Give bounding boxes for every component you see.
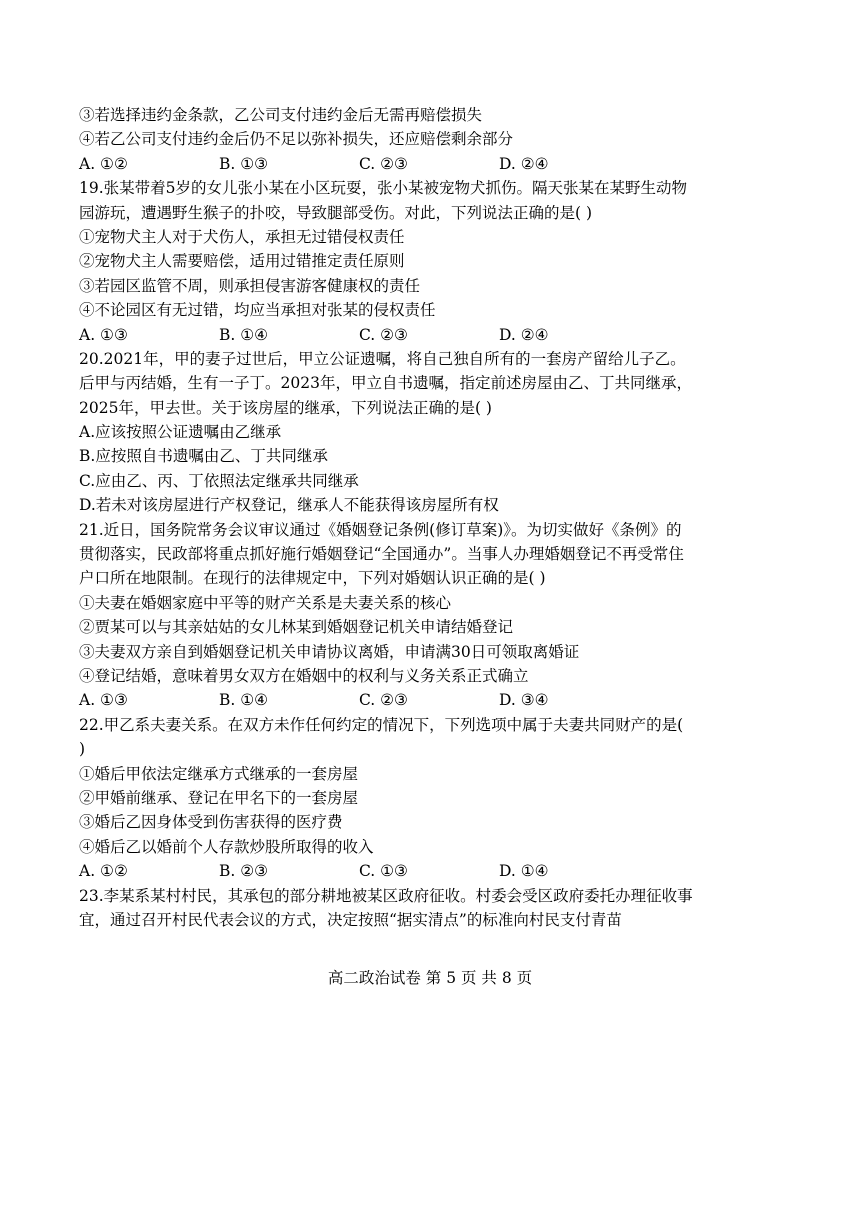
q19-option-b: B. ①④ (219, 325, 269, 344)
q18-option-c: C. ②③ (359, 154, 408, 173)
q21-option-c: C. ②③ (359, 691, 408, 710)
q20-stem-line-2: 后甲与丙结婚，生有一子丁。2023年，甲立自书遗嘱，指定前述房屋由乙、丁共同继承， (79, 374, 692, 393)
q20-stem-line-1: 20.2021年，甲的妻子过世后，甲立公证遗嘱，将自己独自所有的一套房产留给儿子乙。 (79, 349, 686, 368)
q22-option-d: D. ①④ (499, 862, 549, 881)
q19-item-1: ①宠物犬主人对于犬伤人，承担无过错侵权责任 (79, 227, 405, 246)
q19-item-3: ③若园区监管不周，则承担侵害游客健康权的责任 (79, 276, 421, 295)
q20-option-b: B.应按照自书遗嘱由乙、丁共同继承 (79, 447, 328, 466)
q21-option-d: D. ③④ (499, 691, 549, 710)
q21-item-3: ③夫妻双方亲自到婚姻登记机关申请协议离婚，申请满30日可领取离婚证 (79, 642, 580, 661)
q20-option-c: C.应由乙、丙、丁依照法定继承共同继承 (79, 471, 359, 490)
q18-option-b: B. ①③ (219, 154, 269, 173)
q21-stem-line-3: 户口所在地限制。在现行的法律规定中，下列对婚姻认识正确的是( ) (79, 569, 546, 588)
q21-option-a: A. ①③ (79, 691, 128, 710)
q22-options (79, 859, 789, 883)
q20-stem-line-3: 2025年，甲去世。关于该房屋的继承，下列说法正确的是( ) (79, 398, 492, 417)
q18-item-4: ④若乙公司支付违约金后仍不足以弥补损失，还应赔偿剩余部分 (79, 130, 514, 149)
q20-option-d: D.若未对该房屋进行产权登记，继承人不能获得该房屋所有权 (79, 496, 499, 515)
q19-item-2: ②宠物犬主人需要赔偿，适用过错推定责任原则 (79, 252, 405, 271)
q20-option-a: A.应该按照公证遗嘱由乙继承 (79, 423, 282, 442)
page-content (79, 103, 789, 932)
q21-item-1: ①夫妻在婚姻家庭中平等的财产关系是夫妻关系的核心 (79, 593, 452, 612)
q22-option-a: A. ①② (79, 862, 128, 881)
q19-item-4: ④不论园区有无过错，均应当承担对张某的侵权责任 (79, 301, 436, 320)
q19-option-a: A. ①③ (79, 325, 128, 344)
q19-option-d: D. ②④ (499, 325, 549, 344)
q19-stem-line-2: 园游玩，遭遇野生猴子的扑咬，导致腿部受伤。对此，下列说法正确的是( ) (79, 203, 593, 222)
q22-stem-line-1: 22.甲乙系夫妻关系。在双方未作任何约定的情况下，下列选项中属于夫妻共同财产的是( (79, 715, 684, 734)
q21-options (79, 688, 789, 712)
q23-stem-line-1: 23.李某系某村村民，其承包的部分耕地被某区政府征收。村委会受区政府委托办理征收事 (79, 886, 693, 905)
q21-option-b: B. ①④ (219, 691, 269, 710)
q22-item-1: ①婚后甲依法定继承方式继承的一套房屋 (79, 764, 359, 783)
q19-options (79, 323, 789, 347)
q22-item-4: ④婚后乙以婚前个人存款炒股所取得的收入 (79, 837, 374, 856)
q21-item-2: ②贾某可以与其亲姑姑的女儿林某到婚姻登记机关申请结婚登记 (79, 618, 514, 637)
q18-options (79, 152, 789, 176)
q23-stem-line-2: 宜，通过召开村民代表会议的方式，决定按照“据实清点”的标准向村民支付青苗 (79, 910, 622, 929)
q18-option-a: A. ①② (79, 154, 128, 173)
q22-stem-line-2: ) (79, 740, 86, 759)
q21-stem-line-1: 21.近日，国务院常务会议审议通过《婚姻登记条例(修订草案)》。为切实做好《条例》的 (79, 520, 682, 539)
q22-option-c: C. ①③ (359, 862, 408, 881)
q21-item-4: ④登记结婚，意味着男女双方在婚姻中的权利与义务关系正式确立 (79, 666, 529, 685)
q19-stem-line-1: 19.张某带着5岁的女儿张小某在小区玩耍，张小某被宠物犬抓伤。隔天张某在某野生动物 (79, 179, 688, 198)
q22-item-3: ③婚后乙因身体受到伤害获得的医疗费 (79, 813, 343, 832)
q18-item-3: ③若选择违约金条款，乙公司支付违约金后无需再赔偿损失 (79, 106, 483, 124)
q22-item-2: ②甲婚前继承、登记在甲名下的一套房屋 (79, 788, 359, 807)
q21-stem-line-2: 贯彻落实，民政部将重点抓好施行婚姻登记“全国通办”。当事人办理婚姻登记不再受常住 (79, 545, 684, 564)
q19-option-c: C. ②③ (359, 325, 408, 344)
page-footer: 高二政治试卷 第 5 页 共 8 页 (327, 969, 533, 987)
q22-option-b: B. ②③ (219, 862, 269, 881)
q18-option-d: D. ②④ (499, 154, 549, 173)
